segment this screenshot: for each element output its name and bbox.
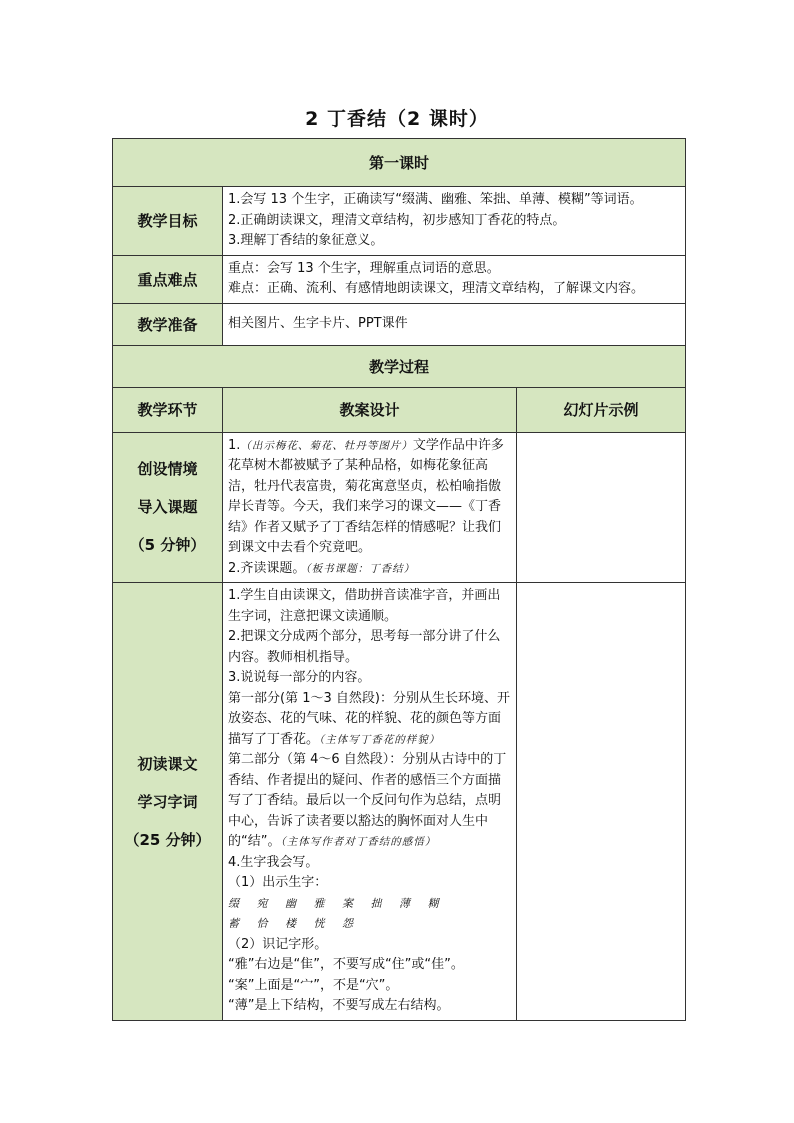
stage1-row [113,432,686,583]
process-title: 教学过程 [113,345,686,387]
prep-content: 相关图片、生字卡片、PPT课件 [223,303,686,345]
stage1-slides [517,432,686,583]
stage1-note: （出示梅花、菊花、牡丹等图片） [240,439,413,452]
goals-row [113,187,686,256]
goals-content [223,187,686,256]
header-design: 教案设计 [223,387,517,432]
keypoints-content [223,255,686,303]
stage1-text: 文学作品中许多花草树木都被赋予了某种品格，如梅花象征高洁，牡丹代表富贵，菊花寓意坚贞，松柏喻指傲岸长青等。今天，我们来学习的课文——《丁香结》作者又赋予了丁香结怎样的情感呢？让我们到课文中去看个究竟吧。 [228,437,504,555]
stage2-line: （1）出示生字： [228,875,328,890]
goal-line: 1.会写 13 个生字，正确读写“缀满、幽雅、笨拙、单薄、模糊”等词语。 [228,192,643,207]
goal-line: 2.正确朗读课文，理清文章结构，初步感知丁香花的特点。 [228,212,566,228]
stage2-note-line: “雅”右边是“隹”，不要写成“住”或“佳”。 [228,957,464,972]
keypoint-line: 重点：会写 13 个生字，理解重点词语的意思。 [228,260,500,276]
section-title: 第一课时 [113,139,686,187]
step-number: 1. [228,437,241,453]
stage2-line: 2.把课文分成两个部分，思考每一部分讲了什么内容。教师相机指导。 [228,629,501,665]
part2-note: （主体写作者对丁香结的感悟） [280,836,437,848]
goal-line: 3.理解丁香结的象征意义。 [228,233,384,248]
stage2-line: 1.学生自由读课文，借助拼音读准字音，并画出生字词，注意把课文读通顺。 [228,588,501,624]
stage1-para [228,559,511,580]
stage2-part [228,689,511,751]
stage2-label-line: 初读课文 [137,754,198,773]
stage2-duration: （25 分钟） [124,830,211,849]
stage2-label [113,583,223,1021]
process-row [113,345,686,387]
section-row [113,139,686,187]
header-row [113,387,686,432]
stage1-label-line: 创设情境 [137,460,198,479]
part1-text: 第一部分(第 1～3 自然段)：分别从生长环境、开放姿态、花的气味、花的样貌、花的颜色等方面描写了丁香花。 [228,690,510,747]
stage1-label [113,432,223,583]
stage1-para [228,436,511,559]
stage1-label-line: 导入课题 [137,498,198,517]
stage1-note: （板书课题：丁香结） [305,562,416,575]
header-stage: 教学环节 [113,387,223,432]
stage2-part [228,750,511,853]
stage1-duration: （5 分钟） [129,536,206,555]
stage2-line: 4.生字我会写。 [228,854,319,870]
lesson-plan-table [112,138,686,1021]
char-list: 蓄 恰 楼 恍 怨 [228,917,353,930]
page-title: 2 丁香结（2 课时） [305,108,489,130]
stage2-label-line: 学习字词 [137,792,198,811]
stage2-line: （2）识记字形。 [228,936,328,952]
prep-row [113,303,686,345]
stage2-note-line: “薄”是上下结构，不要写成左右结构。 [228,998,450,1013]
stage2-line: 3.说说每一部分的内容。 [228,670,371,685]
keypoints-row [113,255,686,303]
stage1-text: 2.齐读课题。 [228,560,306,576]
stage2-design [223,583,517,1021]
header-slides: 幻灯片示例 [517,387,686,432]
char-list: 缀 宛 幽 雅 案 拙 薄 糊 [228,896,439,910]
prep-label: 教学准备 [113,303,223,345]
stage1-design [223,432,517,583]
keypoints-label: 重点难点 [113,255,223,303]
stage2-row [113,583,686,1021]
keypoint-line: 难点：正确、流利、有感情地朗读课文，理清文章结构，了解课文内容。 [228,281,645,296]
stage2-slides [517,583,686,1021]
stage2-note-line: “案”上面是“宀”，不是“穴”。 [228,977,399,993]
part1-note: （主体写丁香花的样貌） [319,733,441,746]
goals-label: 教学目标 [113,187,223,256]
part2-text: 第二部分（第 4～6 自然段）：分别从古诗中的丁香结、作者提出的疑问、作者的感悟三个方面描写了丁香结。最后以一个反问句作为总结，点明中心，告诉了读者要以豁达的胸怀面对人生中的“结”。 [228,752,507,849]
